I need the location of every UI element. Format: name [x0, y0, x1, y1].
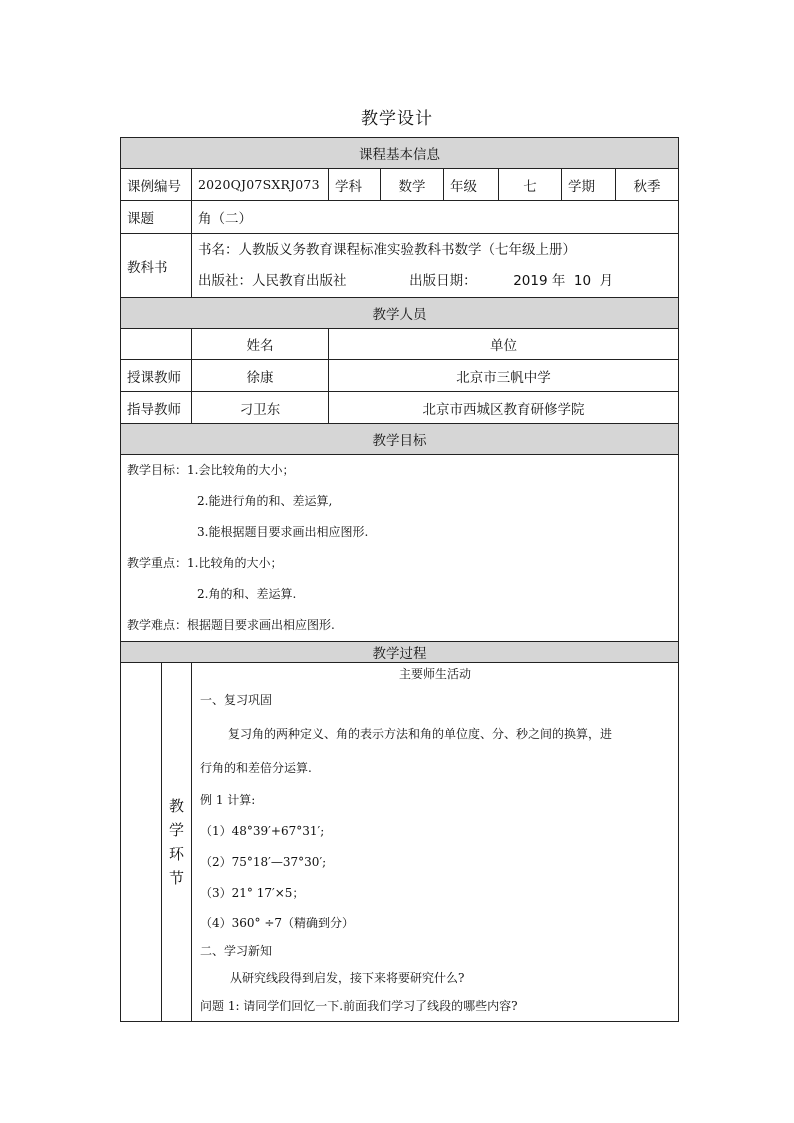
pubdate-value: 2019 年 10 月 — [513, 272, 614, 289]
staff-column-header-row — [121, 329, 679, 360]
term-label: 学期 — [562, 169, 616, 201]
goal-item: 1.会比较角的大小； — [187, 463, 295, 477]
staff-section-row — [121, 298, 679, 329]
process-activities — [192, 663, 679, 1022]
staff-name: 徐康 — [192, 360, 329, 392]
process-content-row — [121, 663, 679, 1022]
topic-value: 角（二） — [192, 201, 679, 234]
basic-info-section-row — [121, 138, 679, 169]
basic-info-header: 课程基本信息 — [121, 138, 679, 169]
basic-info-row — [121, 169, 679, 201]
difficulty-line — [127, 610, 672, 641]
staff-name-column: 姓名 — [192, 329, 329, 360]
lesson-code-value: 2020QJ07SXRJ073 — [192, 169, 329, 201]
textbook-info — [192, 234, 679, 298]
term-value: 秋季 — [616, 169, 679, 201]
goals-header: 教学目标 — [121, 424, 679, 455]
calc-item: （2）75°18′—37°30′; — [200, 855, 327, 869]
key-line — [127, 548, 672, 579]
staff-unit-column: 单位 — [329, 329, 679, 360]
lesson-code-label: 课例编号 — [121, 169, 192, 201]
grade-value: 七 — [499, 169, 562, 201]
key-item: 1.比较角的大小； — [187, 556, 283, 570]
textbook-label: 教科书 — [121, 234, 192, 298]
textbook-row — [121, 234, 679, 298]
grade-label: 年级 — [444, 169, 499, 201]
subject-value: 数学 — [381, 169, 444, 201]
key-label: 教学重点： — [127, 556, 188, 570]
goals-content — [121, 455, 679, 642]
subject-label: 学科 — [329, 169, 381, 201]
goals-content-row — [121, 455, 679, 642]
pubdate-label: 出版日期： — [409, 272, 477, 289]
process-section-row — [121, 642, 679, 663]
example-label: 例 1 计算: — [200, 793, 256, 807]
difficulty-text: 根据题目要求画出相应图形. — [187, 618, 335, 632]
textbook-name: 书名：人教版义务教育课程标准实验教科书数学（七年级上册） — [198, 241, 576, 258]
document-title: 教学设计 — [361, 109, 433, 129]
staff-role: 指导教师 — [121, 392, 192, 424]
process-side-label: 教 学 环 节 — [162, 663, 192, 1022]
goal-line — [127, 455, 672, 486]
goal-item: 3.能根据题目要求画出相应图形. — [197, 525, 369, 539]
lesson-design-table — [120, 137, 679, 1022]
staff-unit: 北京市三帆中学 — [329, 360, 679, 392]
staff-row — [121, 392, 679, 424]
section-1-text: 复习角的两种定义、角的表示方法和角的单位度、分、秒之间的换算，进 — [228, 727, 613, 741]
goal-item: 2.能进行角的和、差运算, — [197, 494, 333, 508]
publisher: 出版社：人民教育出版社 — [198, 272, 347, 289]
topic-row — [121, 201, 679, 234]
section-1-text-cont: 行角的和差倍分运算. — [200, 761, 312, 775]
process-header: 教学过程 — [121, 642, 679, 663]
goals-section-row — [121, 424, 679, 455]
section-1-title: 一、复习巩固 — [200, 693, 273, 707]
calc-item: （3）21° 17′×5； — [200, 886, 305, 900]
calc-item: （1）48°39′+67°31′; — [200, 824, 325, 838]
activity-header: 主要师生活动 — [399, 667, 472, 681]
staff-role: 授课教师 — [121, 360, 192, 392]
staff-header: 教学人员 — [121, 298, 679, 329]
textbook-publish-line — [198, 266, 672, 297]
staff-unit: 北京市西城区教育研修学院 — [329, 392, 679, 424]
section-2-text: 从研究线段得到启发，接下来将要研究什么? — [230, 971, 465, 985]
staff-row — [121, 360, 679, 392]
staff-name: 刁卫东 — [192, 392, 329, 424]
goal-label: 教学目标： — [127, 463, 188, 477]
key-item: 2.角的和、差运算. — [197, 587, 297, 601]
difficulty-label: 教学难点： — [127, 618, 188, 632]
section-2-title: 二、学习新知 — [200, 944, 273, 958]
topic-label: 课题 — [121, 201, 192, 234]
question-1: 问题 1: 请同学们回忆一下.前面我们学习了线段的哪些内容? — [200, 999, 518, 1013]
calc-item: （4）360° ÷7（精确到分） — [200, 916, 355, 930]
